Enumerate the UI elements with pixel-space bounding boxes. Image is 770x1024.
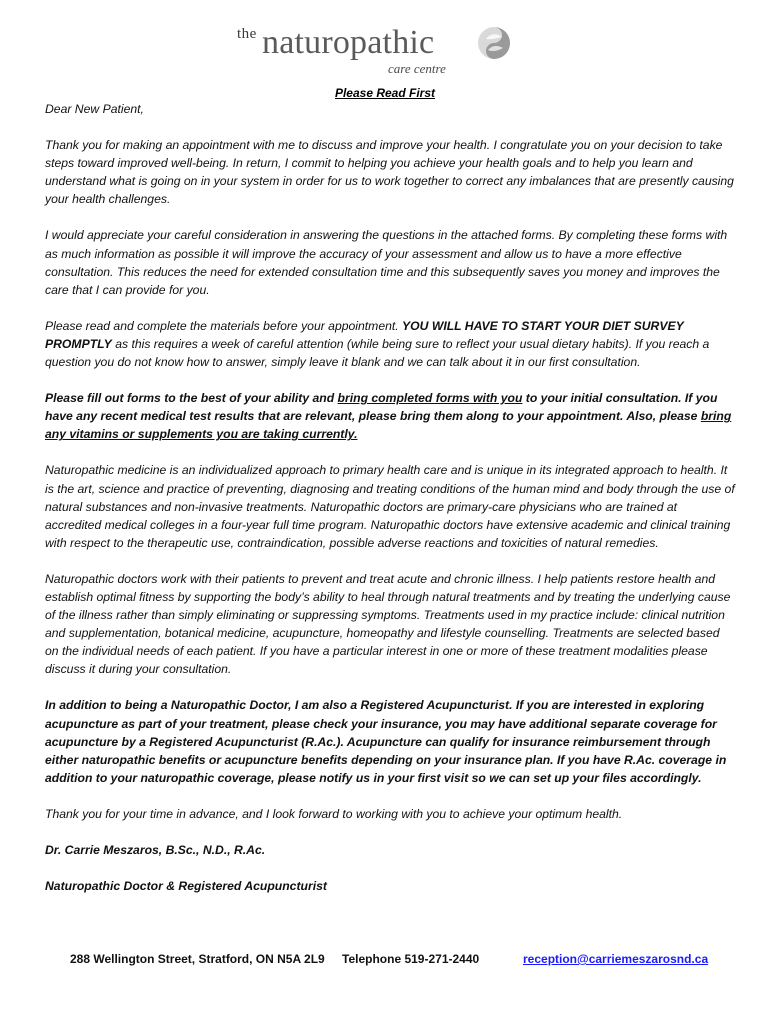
paragraph-7: In addition to being a Naturopathic Doctor, I am also a Registered Acupuncturist. If you are interested in exploring acupuncture as part of your treatment, please check your insurance, you may have additional separate coverage for acupuncture by a Registered Acupuncturist (R.Ac.). Acupuncture can qualify for insurance reimbursement through either naturopathic benefits or acupuncture benefits depending on your insurance plan. If you have R.Ac. coverage in addition to your naturopathic coverage, please notify us in your first visit so we can set up your files accordingly. [45,698,727,785]
footer-telephone: Telephone 519-271-2440 [342,952,480,966]
paragraph-6: Naturopathic doctors work with their patients to prevent and treat acute and chronic illness. I help patients restore health and establish optimal fitness by supporting the body’s ability to heal through natural treatments and by treating the underlying cause of the illness rather than simply eliminating or suppressing symptoms. Treatments used in my practice include: clinical nutrition and supplementation, botanical medicine, acupuncture, homeopathy and lifestyle counselling. Treatments are selected based on the individual needs of each patient. If you have a particular interest in one or more of these treatment modalities please discuss it during your consultation. [45,571,731,677]
p3-emphasis: YOU WILL HAVE TO START YOUR DIET SURVEY PROMPTLY [45,318,684,351]
footer-email-link[interactable]: reception@carriemeszarosnd.ca [523,952,709,966]
greeting: Dear New Patient, [45,102,144,116]
signature-title: Naturopathic Doctor & Registered Acupuncturist [45,879,327,894]
paragraph-2: I would appreciate your careful consideration in answering the questions in the attached forms. By completing these forms with as much information as possible it will improve the accuracy of your assessment and allow us to have a more effective consultation. This reduces the need for extended consultation time and this subsequently saves you money and improves the care that I can provide for you. [45,228,728,297]
letter-body [45,100,735,913]
p3-start: Please read and complete the materials before your appointment. [45,318,403,333]
logo-name: naturopathic [262,24,435,61]
logo-subtitle: care centre [388,61,446,76]
p4-a: Please fill out forms to the best of your ability and [45,391,338,406]
signature-name: Dr. Carrie Meszaros, B.Sc., N.D., R.Ac. [45,843,266,857]
footer-address: 288 Wellington Street, Stratford, ON N5A 2L9 [70,952,325,966]
practice-logo [236,20,526,78]
paragraph-3 [45,317,735,371]
p4-link-1: bring completed forms with you [337,391,523,406]
paragraph-1: Thank you for making an appointment with me to discuss and improve your health. I congratulate you on your decision to take steps toward improved well-being. In return, I commit to helping you achieve your health goals and to help you learn and understand what is going on in your system in order for us to work together to correct any imbalances that are presently causing your health challenges. [45,138,734,207]
paragraph-4 [45,389,735,443]
p4-b: to your initial consultation. If you have any recent medical test results that are relevant, please bring them along to your appointment. Also, please [45,391,718,424]
paragraph-8: Thank you for your time in advance, and I look forward to working with you to achieve your optimum health. [45,806,623,821]
logo-the: the [237,26,257,42]
yin-yang-leaf-icon [476,25,512,61]
p3-end: as this requires a week of careful attention (while being sure to reflect your usual dietary habits). If you reach a question you do not know how to answer, simply leave it blank and we can talk about it in our first consultation. [45,336,710,370]
p4-link-2: bring any vitamins or supplements you are taking currently. [45,409,732,442]
heading-text: Please Read First [334,86,436,100]
paragraph-5: Naturopathic medicine is an individualized approach to primary health care and is unique in its integrated approach to health. It is the art, science and practice of preventing, diagnosing and treating conditions of the human mind and body through the use of natural substances and non-invasive treatments. Naturopathic doctors are primary-care physicians who are trained at accredited medical colleges in a four-year full time program. Naturopathic doctors have extensive academic and clinical training with respect to the therapeutic use, contraindication, possible adverse reactions and toxicities of natural remedies. [45,463,735,550]
